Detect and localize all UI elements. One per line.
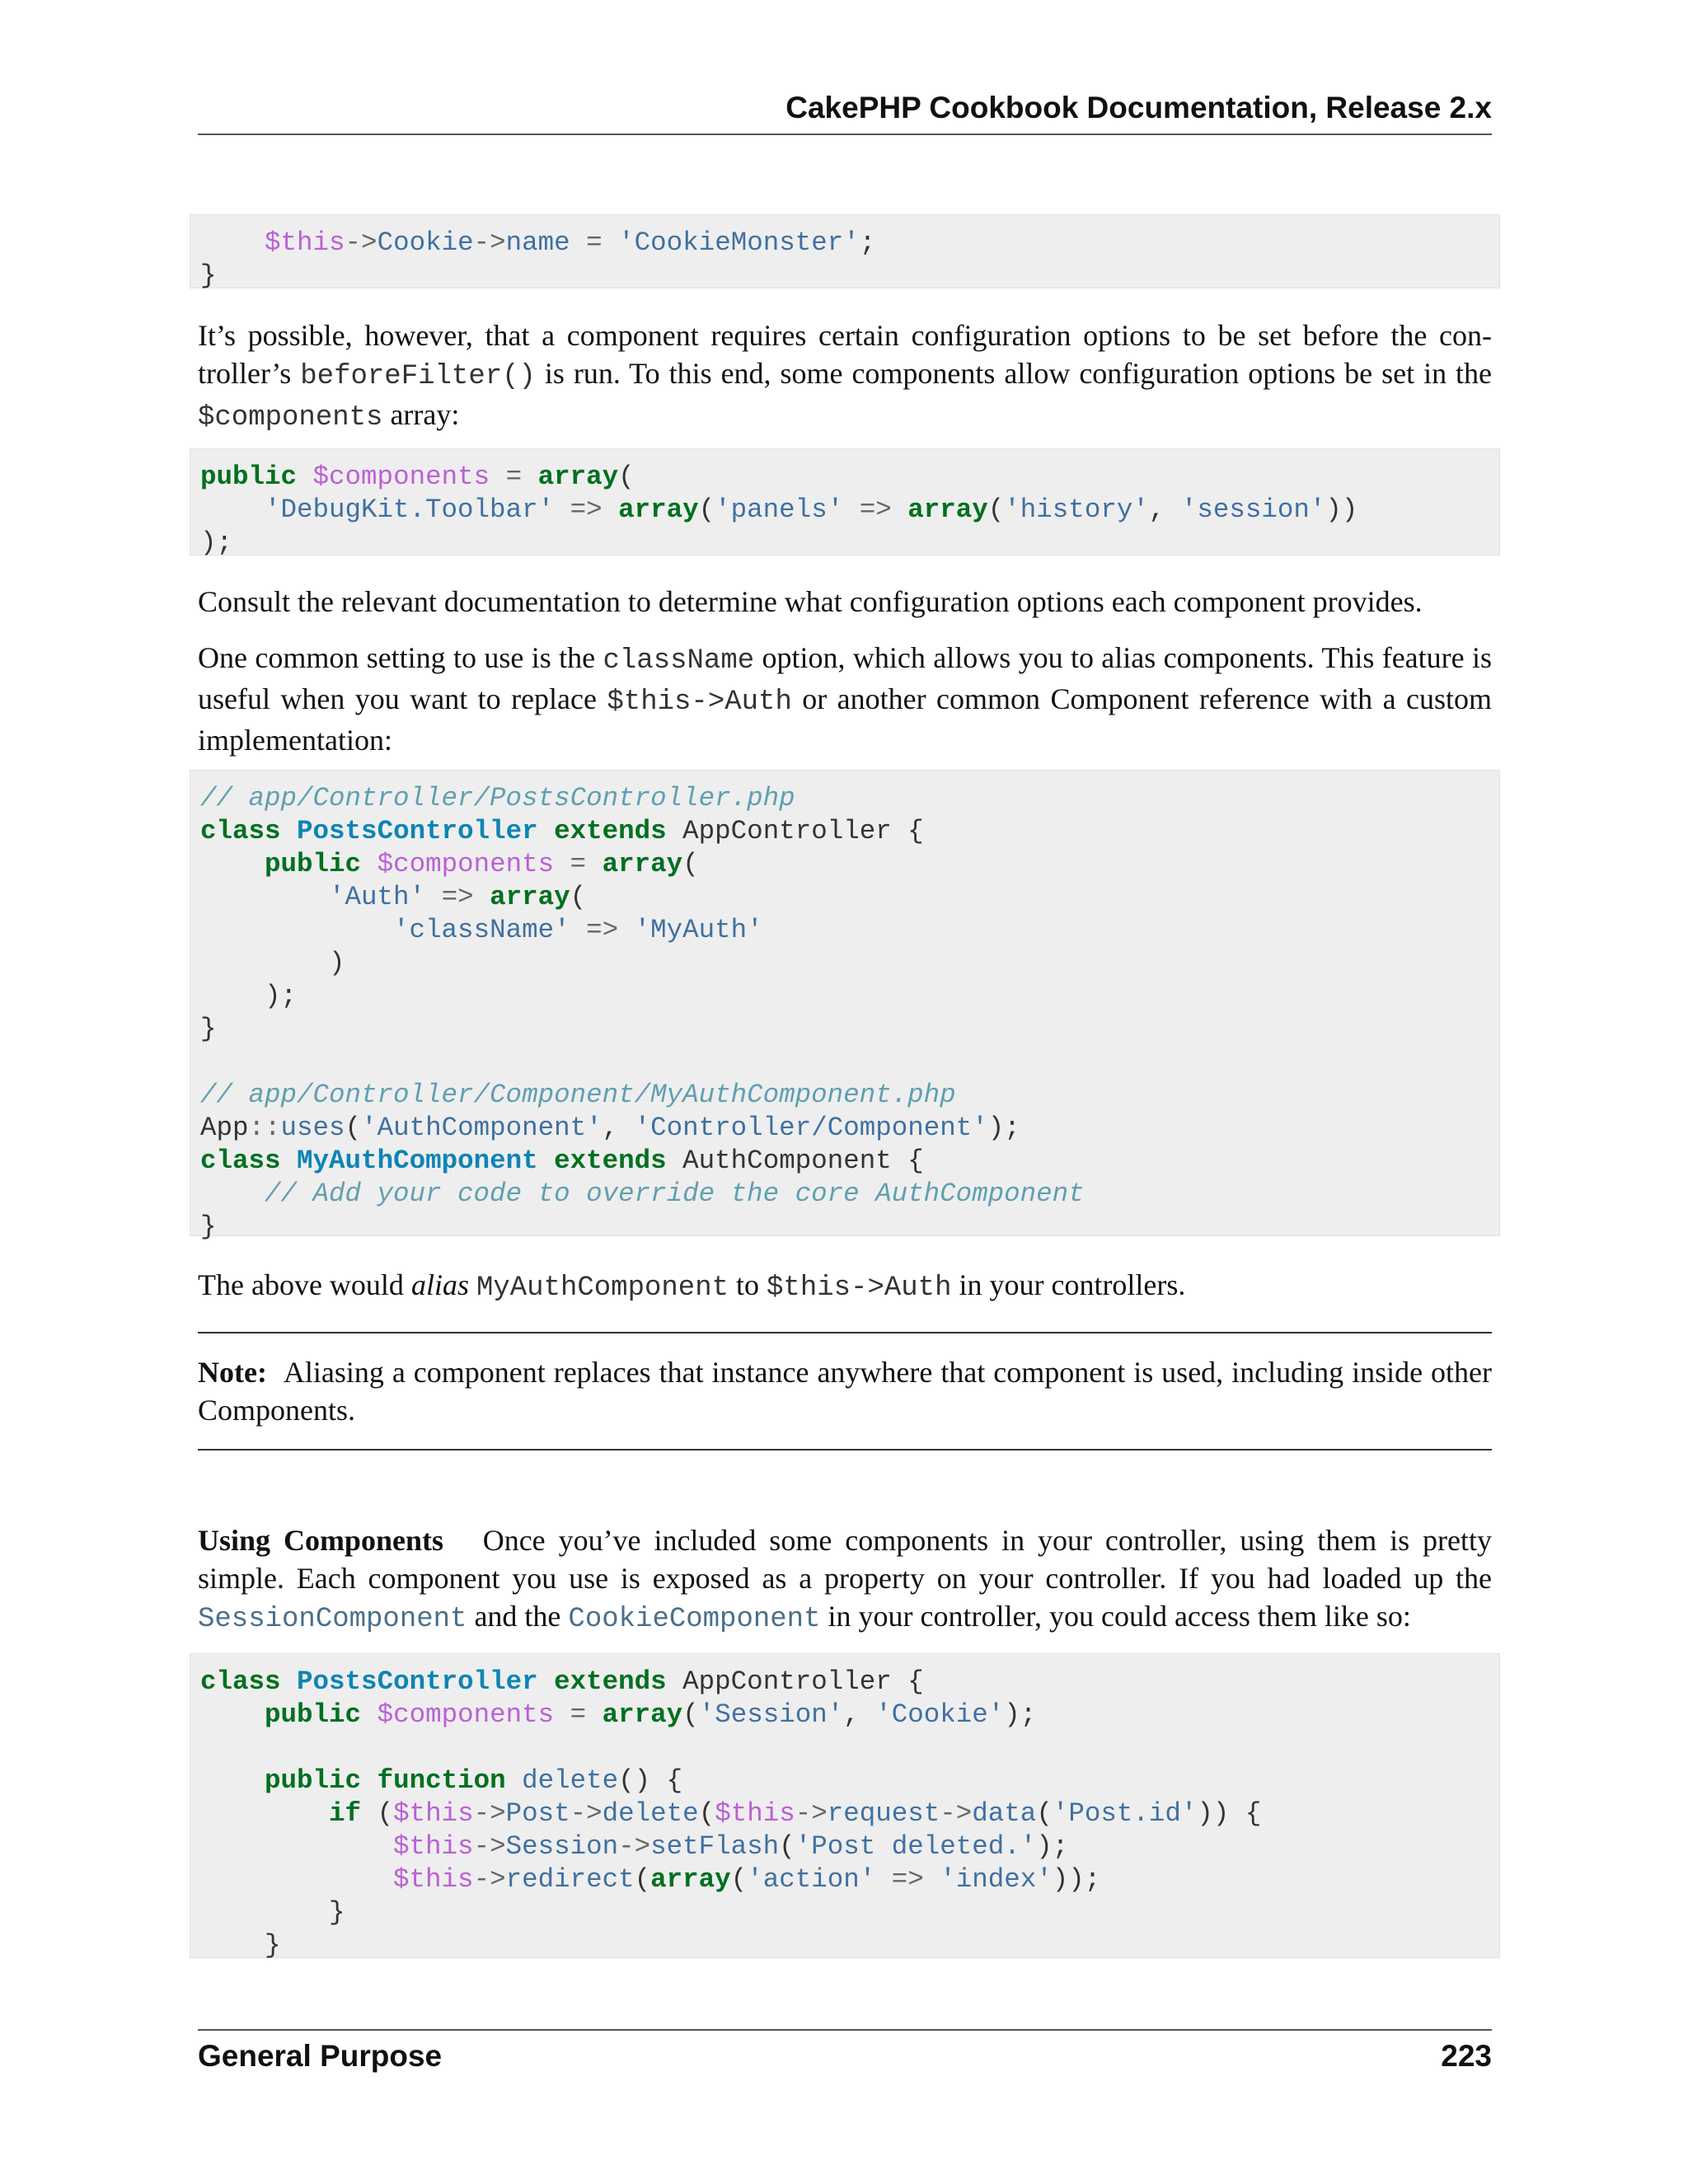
code-token: }: [200, 260, 217, 291]
section-heading: Using Components: [198, 1524, 443, 1557]
code-token: // app/Controller/Component/MyAuthComponent.php: [200, 1080, 956, 1110]
code-token: array: [602, 1699, 683, 1730]
code-line: [200, 1797, 1499, 1830]
code-token: delete: [602, 1798, 699, 1829]
code-token: 'Auth': [329, 882, 426, 912]
code-token: ));: [1052, 1864, 1101, 1895]
code-token: (: [987, 494, 1005, 525]
paragraph-alias-result: [198, 1266, 1492, 1307]
paragraph-text: option, which allows you to alias components. This feature is useful when you want to replace: [198, 641, 1492, 715]
code-line: [200, 848, 1499, 881]
code-token: class: [200, 816, 281, 846]
code-token: }: [265, 1930, 281, 1961]
code-line: [200, 1896, 1499, 1929]
code-token: $this: [715, 1798, 795, 1829]
code-line: [200, 1079, 1499, 1112]
code-token: )) {: [1197, 1798, 1262, 1829]
code-token: $components: [377, 1699, 555, 1730]
code-token: 'className': [393, 915, 570, 945]
code-line: [200, 1830, 1499, 1863]
code-token: (: [634, 1864, 651, 1895]
code-token: ::: [248, 1113, 281, 1143]
paragraph-text: It’s possible, however, that a component requires certain configuration options to be set before the con-troller’s: [198, 319, 1492, 390]
inline-code: $this->Auth: [607, 687, 792, 718]
code-token: );: [265, 981, 298, 1011]
code-line: [200, 914, 1499, 947]
code-token: =>: [859, 494, 892, 525]
code-token: ): [329, 948, 345, 978]
code-line: [200, 527, 1499, 560]
code-token: public: [265, 1765, 362, 1796]
inline-code-link[interactable]: CookieComponent: [568, 1604, 821, 1635]
code-token: =>: [891, 1864, 924, 1895]
inline-code-link[interactable]: SessionComponent: [198, 1604, 467, 1635]
code-token: 'panels': [715, 494, 844, 525]
code-token: 'DebugKit.Toolbar': [265, 494, 555, 525]
paragraph-text: One common setting to use is the: [198, 641, 603, 674]
footer-rule: [198, 2029, 1492, 2031]
running-header: CakePHP Cookbook Documentation, Release 2.x: [785, 91, 1492, 124]
paragraph-text: and the: [467, 1600, 569, 1633]
code-line: [200, 260, 1499, 293]
code-line: [200, 980, 1499, 1013]
note-box: [198, 1353, 1492, 1429]
code-token: array: [650, 1864, 731, 1895]
code-token: ;: [859, 227, 876, 258]
code-token: array: [537, 462, 619, 492]
inline-code: beforeFilter(): [300, 361, 536, 392]
code-block-cookie: [190, 214, 1500, 291]
code-token: $components: [377, 849, 555, 879]
code-token: (: [698, 1798, 715, 1829]
code-line: [200, 782, 1499, 815]
code-line: [200, 1666, 1499, 1699]
code-token: // app/Controller/PostsController.php: [200, 783, 795, 813]
page-number: 223: [1441, 2039, 1492, 2073]
code-token: ->: [473, 1798, 506, 1829]
code-token: );: [1004, 1699, 1037, 1730]
paragraph-using-components: [198, 1521, 1492, 1638]
code-token: AuthComponent {: [682, 1146, 924, 1176]
code-token: ,: [1148, 494, 1165, 525]
paragraph-config-options: [198, 316, 1492, 437]
code-token: array: [490, 882, 570, 912]
code-token: 'session': [1180, 494, 1326, 525]
code-token: AppController {: [682, 1666, 924, 1697]
code-token: ->: [345, 227, 377, 258]
code-token: delete: [522, 1765, 619, 1796]
code-token: function: [377, 1765, 506, 1796]
code-line: [200, 1145, 1499, 1178]
code-token: Post: [505, 1798, 570, 1829]
note-bottom-rule: [198, 1449, 1492, 1451]
code-token: ->: [473, 227, 506, 258]
code-token: ->: [473, 1864, 506, 1895]
code-token: }: [200, 1014, 217, 1044]
code-token: 'AuthComponent': [361, 1113, 603, 1143]
code-token: (: [682, 849, 699, 879]
code-token: 'CookieMonster': [618, 227, 860, 258]
paragraph-consult: Consult the relevant documentation to determine what configuration options each component provides.: [198, 585, 1423, 618]
code-token: (: [698, 494, 715, 525]
paragraph-text: [469, 1268, 476, 1301]
code-token: redirect: [505, 1864, 635, 1895]
note-text: Aliasing a component replaces that instance anywhere that component is used, including inside other Components.: [198, 1356, 1493, 1427]
code-token: =>: [586, 915, 619, 945]
code-token: (: [618, 462, 635, 492]
inline-code: $components: [198, 402, 383, 434]
code-token: )): [1325, 494, 1358, 525]
code-line: [200, 1178, 1499, 1211]
code-token: data: [972, 1798, 1037, 1829]
code-token: () {: [618, 1765, 683, 1796]
code-line: [200, 947, 1499, 980]
code-line: [200, 494, 1499, 527]
paragraph-text: to: [729, 1268, 767, 1301]
code-token: ->: [940, 1798, 973, 1829]
code-token: );: [200, 527, 233, 558]
code-token: uses: [280, 1113, 345, 1143]
code-token: (: [377, 1798, 394, 1829]
code-token: 'index': [940, 1864, 1053, 1895]
code-token: 'MyAuth': [634, 915, 763, 945]
code-token: ,: [843, 1699, 860, 1730]
code-token: // Add your code to override the core AuthComponent: [265, 1179, 1085, 1209]
code-token: PostsController: [297, 1666, 538, 1697]
code-token: 'Cookie': [875, 1699, 1005, 1730]
inline-code: MyAuthComponent: [476, 1272, 729, 1304]
paragraph-text: The above would: [198, 1268, 411, 1301]
note-label: Note:: [198, 1356, 267, 1389]
code-token: =>: [441, 882, 474, 912]
code-line-blank: [200, 1046, 1499, 1079]
inline-code: className: [603, 645, 755, 677]
code-token: array: [907, 494, 988, 525]
footer-section-title: General Purpose: [198, 2039, 443, 2073]
code-token: (: [682, 1699, 699, 1730]
paragraph-classname: [198, 639, 1492, 759]
inline-code: $this->Auth: [767, 1272, 952, 1304]
code-token: (: [1036, 1798, 1053, 1829]
note-top-rule: [198, 1332, 1492, 1333]
code-token: 'Post deleted.': [795, 1831, 1037, 1862]
code-line: [200, 1112, 1499, 1145]
code-token: extends: [554, 816, 667, 846]
code-token: public: [265, 849, 362, 879]
paragraph-text: array:: [382, 398, 460, 431]
emphasis-text: alias: [410, 1268, 469, 1301]
code-token: Session: [505, 1831, 619, 1862]
code-line: [200, 815, 1499, 848]
code-token: );: [1036, 1831, 1069, 1862]
code-token: name: [505, 227, 570, 258]
code-token: $this: [393, 1831, 474, 1862]
code-line: [200, 881, 1499, 914]
paragraph-text: in your controllers.: [951, 1268, 1186, 1301]
code-token: PostsController: [297, 816, 538, 846]
code-token: extends: [554, 1666, 667, 1697]
code-line: [200, 1765, 1499, 1797]
paragraph-text: in your controller, you could access them like so:: [820, 1600, 1411, 1633]
code-token: }: [200, 1212, 217, 1242]
code-token: =: [505, 462, 523, 492]
code-token: ->: [618, 1831, 651, 1862]
code-token: 'Post.id': [1052, 1798, 1198, 1829]
code-token: class: [200, 1666, 281, 1697]
header-rule: [198, 134, 1492, 135]
code-token: (: [345, 1113, 362, 1143]
code-token: if: [329, 1798, 362, 1829]
code-token: }: [329, 1897, 345, 1928]
code-token: (: [779, 1831, 795, 1862]
code-line: [200, 1013, 1499, 1046]
paragraph-text: or another common Component reference with a custom implementation:: [198, 682, 1492, 757]
code-token: array: [618, 494, 699, 525]
code-line: [200, 1699, 1499, 1732]
code-line: [200, 1211, 1499, 1244]
code-token: Cookie: [377, 227, 474, 258]
code-token: $this: [265, 227, 345, 258]
code-token: request: [827, 1798, 940, 1829]
code-token: 'Session': [698, 1699, 844, 1730]
paragraph-text: Once you’ve included some components in your controller, using them is pretty simple. Each component you use is exposed as a property on your controller. If you had loaded up the: [198, 1524, 1493, 1595]
code-line: [200, 1863, 1499, 1896]
code-token: public: [200, 462, 298, 492]
code-token: AppController {: [682, 816, 924, 846]
code-token: (: [730, 1864, 748, 1895]
code-token: =: [586, 227, 603, 258]
code-token: 'Controller/Component': [634, 1113, 988, 1143]
code-token: $this: [393, 1864, 474, 1895]
code-token: (: [570, 882, 587, 912]
code-token: ->: [570, 1798, 603, 1829]
code-token: public: [265, 1699, 362, 1730]
code-token: ,: [602, 1113, 619, 1143]
code-token: array: [602, 849, 683, 879]
code-token: ->: [795, 1798, 828, 1829]
code-token: MyAuthComponent: [297, 1146, 538, 1176]
code-token: ->: [473, 1831, 506, 1862]
code-token: $components: [312, 462, 490, 492]
code-token: 'history': [1004, 494, 1149, 525]
code-token: 'action': [747, 1864, 876, 1895]
code-line-blank: [200, 1732, 1499, 1765]
code-line: [200, 461, 1499, 494]
code-block-components-array: [190, 448, 1500, 558]
code-token: extends: [554, 1146, 667, 1176]
code-block-using-components: [190, 1653, 1500, 1961]
code-token: setFlash: [650, 1831, 780, 1862]
code-token: class: [200, 1146, 281, 1176]
code-token: App: [200, 1113, 249, 1143]
code-line: [200, 1929, 1499, 1962]
code-token: =: [570, 849, 587, 879]
paragraph-text: is run. To this end, some components allow configuration options be set in the: [535, 357, 1493, 390]
code-line: [200, 227, 1499, 260]
code-token: );: [987, 1113, 1020, 1143]
code-token: =>: [570, 494, 603, 525]
code-token: $this: [393, 1798, 474, 1829]
code-block-alias-example: [190, 770, 1500, 1242]
code-token: =: [570, 1699, 587, 1730]
